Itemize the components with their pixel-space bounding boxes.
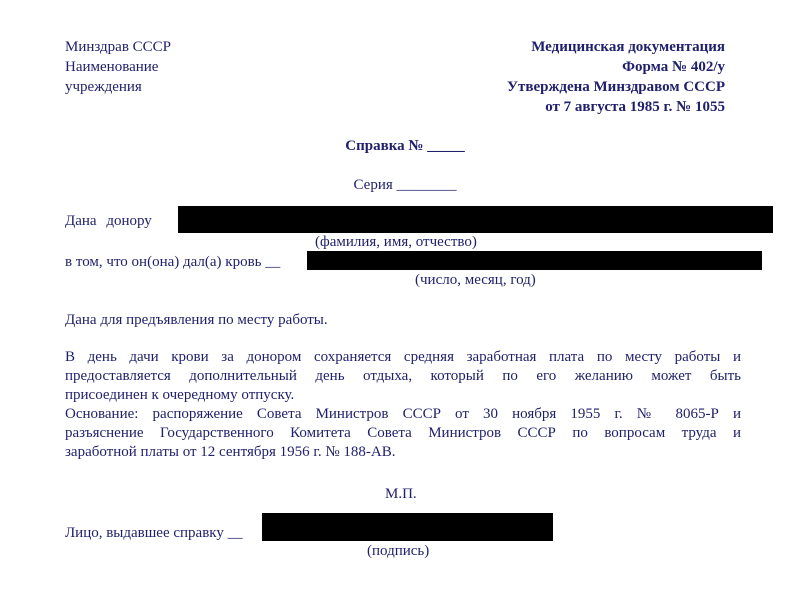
stamp-place-label: М.П. xyxy=(385,486,417,502)
paragraph-line: В день дачи крови за донором сохраняется средняя заработная плата по месту работы и xyxy=(65,349,741,365)
basis-line: разъяснение Государственного Комитета Совета Министров СССР по вопросам труда и xyxy=(65,425,741,441)
purpose-text: Дана для предъявления по месту работы. xyxy=(65,312,328,328)
blood-label: в том, что он(она) дал(а) кровь __ xyxy=(65,254,281,270)
donor-name-redaction xyxy=(178,206,773,233)
donor-label: Дана донору xyxy=(65,213,152,229)
ministry-label: Минздрав СССР xyxy=(65,39,172,55)
paragraph-line: предоставляется дополнительный день отдыха, который по его желанию может быть xyxy=(65,368,741,384)
paragraph-line: присоединен к очередному отпуску. xyxy=(65,387,295,403)
blood-date-redaction xyxy=(307,251,762,270)
basis-line: заработной платы от 12 сентября 1956 г. № 188-АВ. xyxy=(65,444,396,460)
issuer-label: Лицо, выдавшее справку __ xyxy=(65,525,243,541)
signature-caption: (подпись) xyxy=(367,543,430,559)
series-line: Серия ________ xyxy=(353,177,457,193)
institution-block xyxy=(65,38,171,98)
institution-name-label-cont: учреждения xyxy=(65,79,142,95)
form-number: Форма № 402/у xyxy=(622,59,725,75)
issuer-signature-redaction xyxy=(262,513,553,541)
form-approval-date: от 7 августа 1985 г. № 1055 xyxy=(545,99,725,115)
benefits-paragraph xyxy=(65,348,741,462)
form-doc-type: Медицинская документация xyxy=(531,39,725,55)
institution-name-label: Наименование xyxy=(65,59,159,75)
donor-caption: (фамилия, имя, отчество) xyxy=(315,234,477,250)
form-approval: Утверждена Минздравом СССР xyxy=(507,79,725,95)
certificate-title: Справка № _____ xyxy=(345,138,465,154)
form-info-block xyxy=(507,38,725,118)
basis-line: Основание: распоряжение Совета Министров СССР от 30 ноября 1955 г. № 8065-Р и xyxy=(65,406,741,422)
blood-caption: (число, месяц, год) xyxy=(415,272,536,288)
